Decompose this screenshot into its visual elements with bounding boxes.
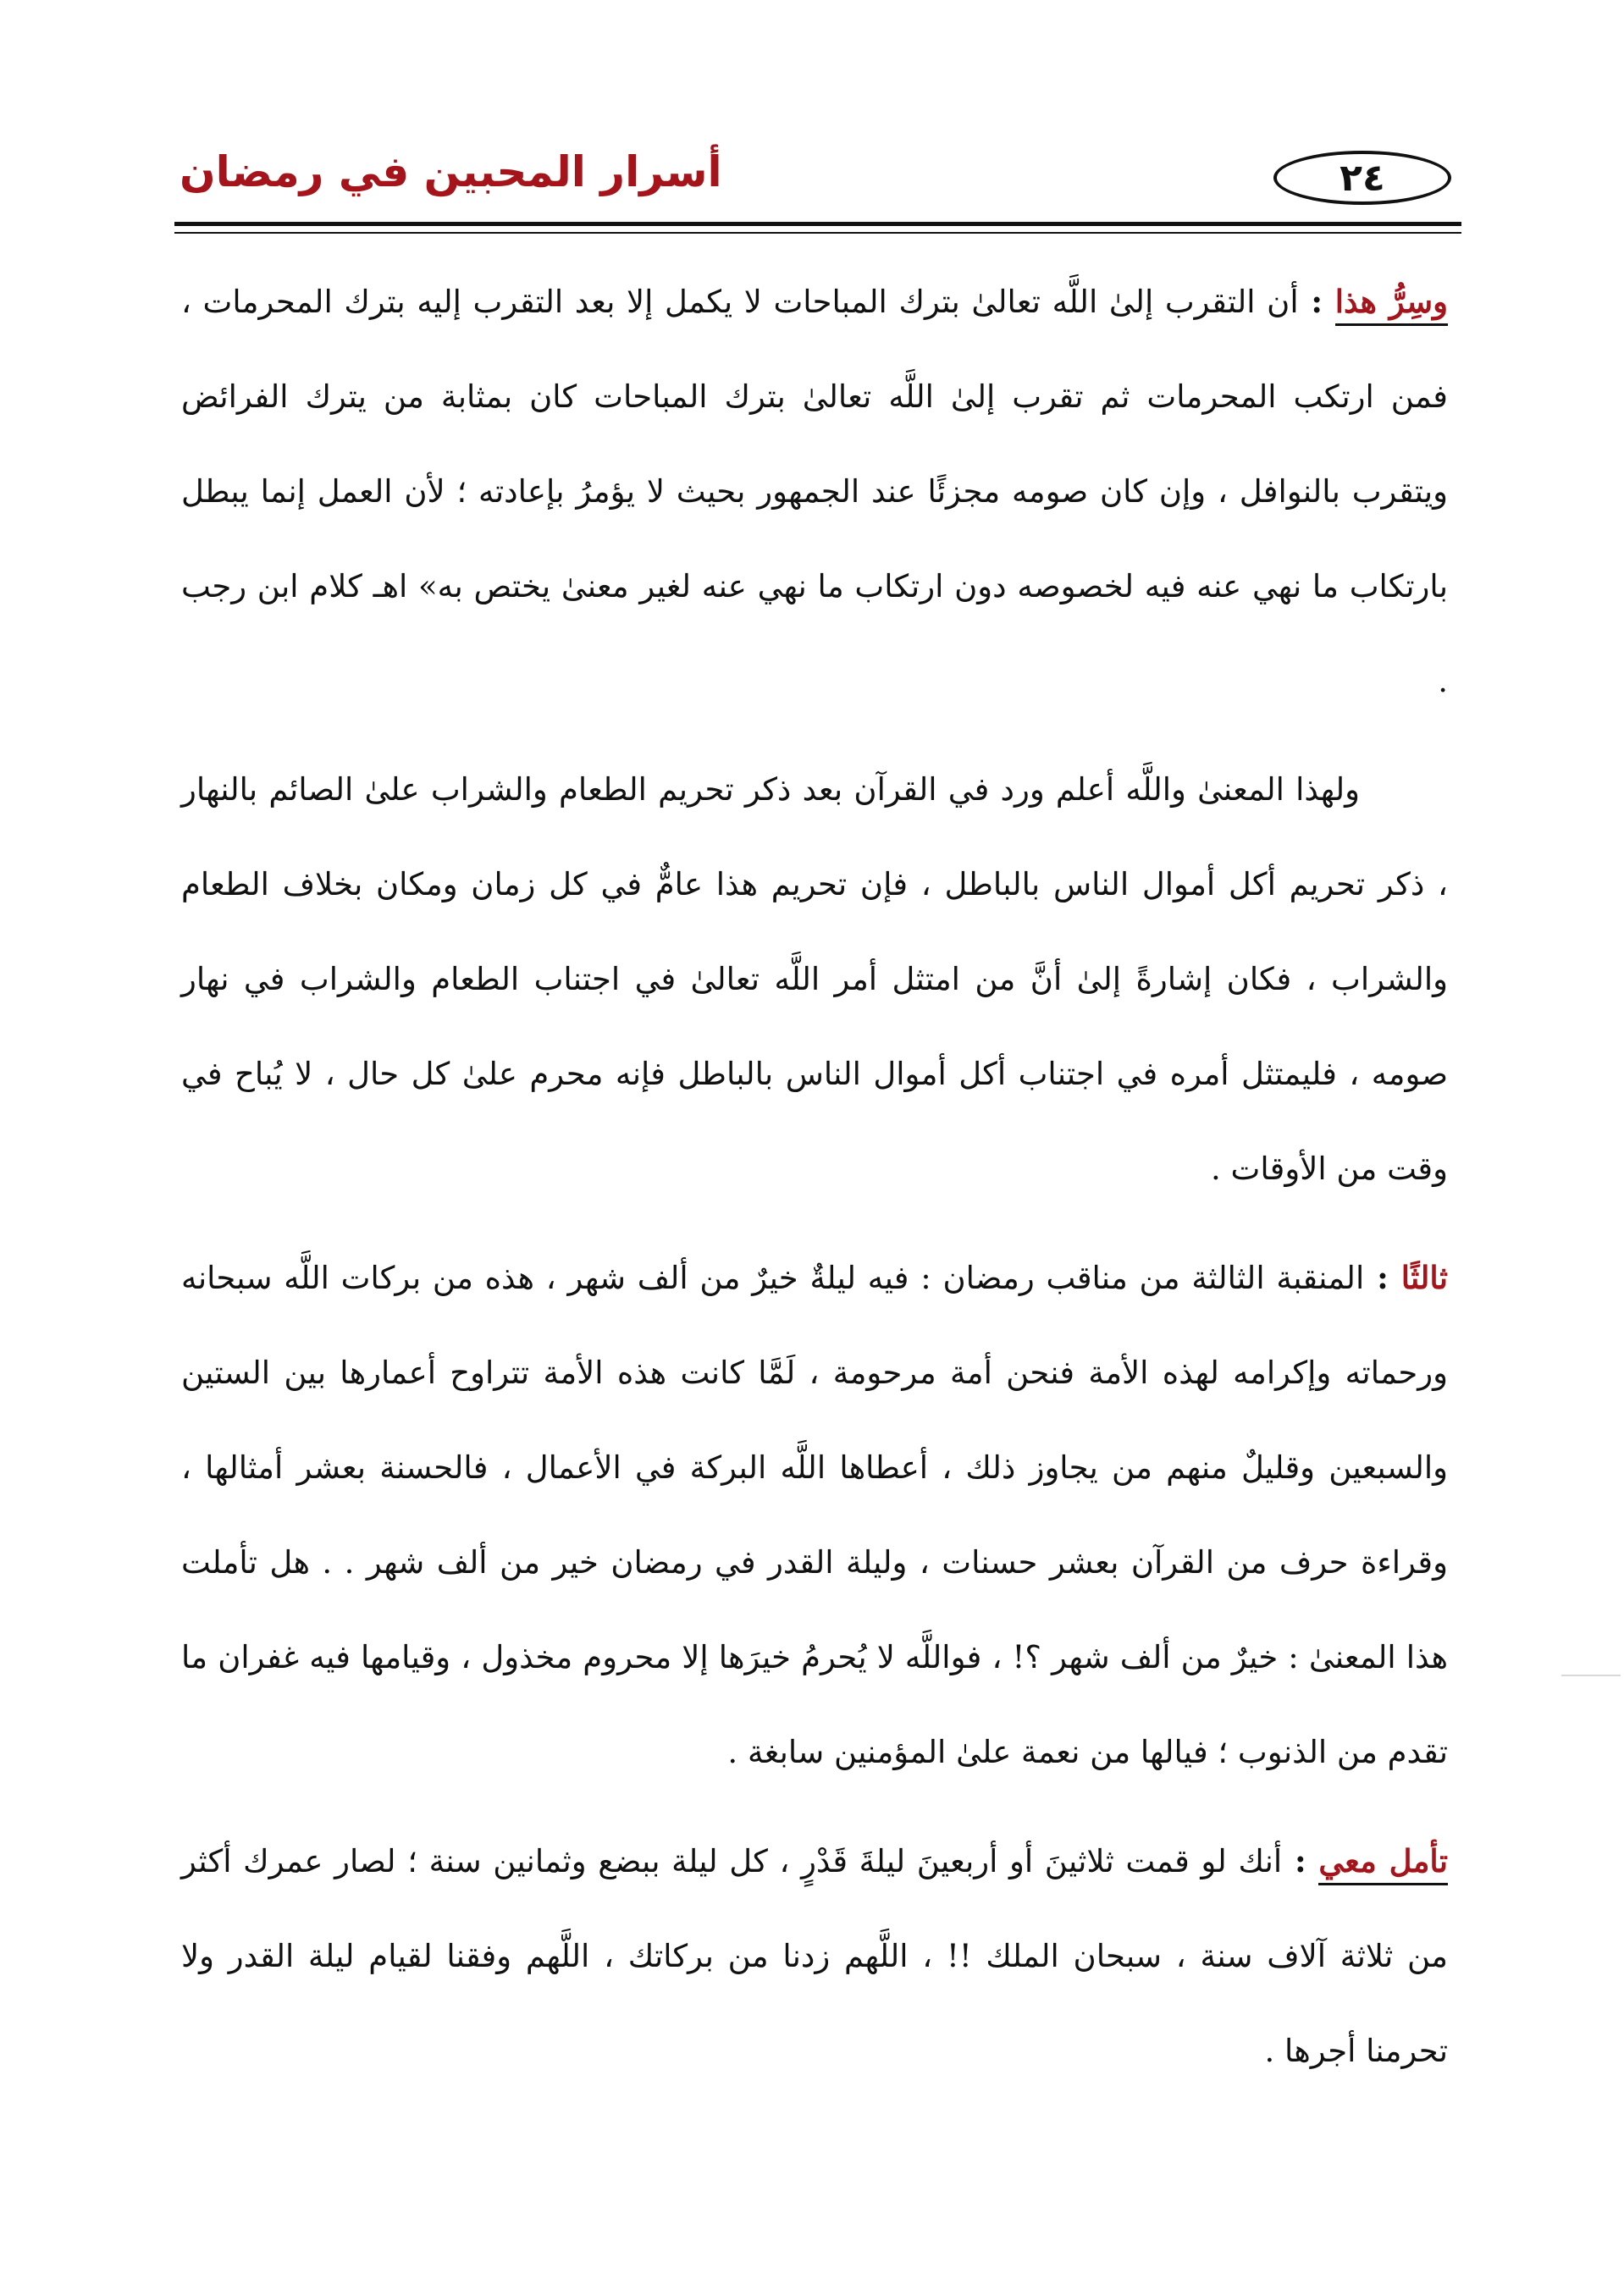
paragraph-text: ولهذا المعنىٰ واللَّه أعلم ورد في القرآن بعد ذكر تحريم الطعام والشراب علىٰ الصائم بالنهار ، ذكر تحريم أكل أموال الناس بالباطل ، فإن تحريم هذا عامٌّ في كل زمان ومكان بخلاف الطعام والشراب ، فكان إشارةً إلىٰ أنَّ من امتثل أمر اللَّه تعالىٰ في اجتناب الطعام والشراب في نهار صومه ، فليمتثل أمره في اجتناب أكل أموال الناس بالباطل فإنه محرم علىٰ كل حال ، لا يُباح في وقت من الأوقات . xyxy=(181,771,1448,1187)
book-title: أسرار المحبين في رمضان xyxy=(180,147,722,196)
lead-colon: : xyxy=(1364,1259,1401,1296)
header-rule-thick xyxy=(174,222,1461,226)
paragraph-text: أنك لو قمت ثلاثينَ أو أربعينَ ليلةَ قَدْرٍ ، كل ليلة ببضع وثمانين سنة ؛ لصار عمرك أكثر من ثلاثة آلاف سنة ، سبحان الملك !! ، اللَّهم زدنا من بركاتك ، اللَّهم وفقنا لقيام ليلة القدر ولا تحرمنا أجرها . xyxy=(181,1843,1448,2069)
paragraph-lead: وسِرُّ هذا xyxy=(1335,283,1448,326)
lead-colon: : xyxy=(1282,1842,1319,1879)
paragraph-3 xyxy=(181,1230,1448,1800)
paragraph-text: أن التقرب إلىٰ اللَّه تعالىٰ بترك المباحات لا يكمل إلا بعد التقرب إليه بترك المحرمات ، فمن ارتكب المحرمات ثم تقرب إلىٰ اللَّه تعالىٰ بترك المباحات كان بمثابة من يترك الفرائض ويتقرب بالنوافل ، وإن كان صومه مجزئًا عند الجمهور بحيث لا يؤمرُ بإعادته ؛ لأن العمل إنما يبطل بارتكاب ما نهي عنه فيه لخصوصه دون ارتكاب ما نهي عنه لغير معنىٰ يختص به» اهـ كلام ابن رجب . xyxy=(181,284,1448,699)
paragraph-1 xyxy=(181,254,1448,729)
page-number: ٢٤ xyxy=(1273,151,1451,205)
body-text xyxy=(181,254,1448,2099)
paragraph-lead: ثالثًا xyxy=(1400,1259,1449,1296)
paragraph-2 xyxy=(181,742,1448,1217)
running-header xyxy=(174,144,1461,220)
paragraph-lead: تأمل معي xyxy=(1318,1842,1448,1885)
paragraph-4 xyxy=(181,1813,1448,2099)
scan-artifact-line xyxy=(1561,1675,1621,1676)
paragraph-text: المنقبة الثالثة من مناقب رمضان : فيه ليلةٌ خيرٌ من ألف شهر ، هذه من بركات اللَّه سبحانه ورحماته وإكرامه لهذه الأمة فنحن أمة مرحومة ، لَمَّا كانت هذه الأمة تتراوح أعمارها بين الستين والسبعين وقليلٌ منهم من يجاوز ذلك ، أعطاها اللَّه البركة في الأعمال ، فالحسنة بعشر أمثالها ، وقراءة حرف من القرآن بعشر حسنات ، وليلة القدر في رمضان خير من ألف شهر . . هل تأملت هذا المعنىٰ : خيرٌ من ألف شهر ؟! ، فواللَّه لا يُحرمُ خيرَها إلا محروم مخذول ، وقيامها فيه غفران ما تقدم من الذنوب ؛ فيالها من نعمة علىٰ المؤمنين سابغة . xyxy=(181,1260,1448,1770)
header-rule-thin xyxy=(174,232,1461,234)
lead-colon: : xyxy=(1298,283,1335,320)
